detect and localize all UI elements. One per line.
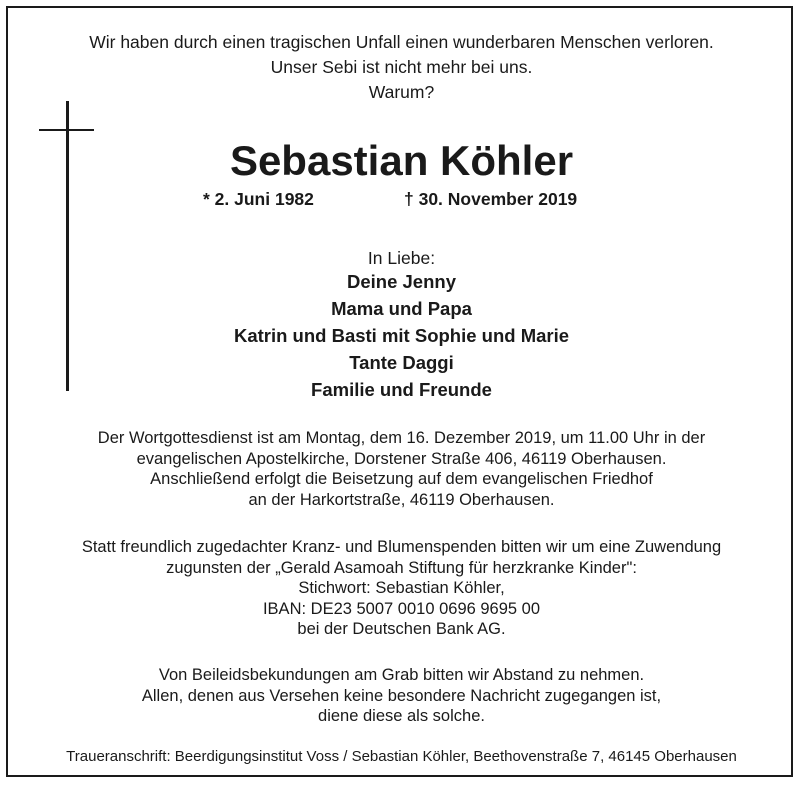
- donation-line: Stichwort: Sebastian Köhler,: [298, 579, 505, 597]
- mourners-title: In Liebe:: [367, 248, 436, 268]
- intro-line: Unser Sebi ist nicht mehr bei uns.: [270, 57, 533, 77]
- service-line: Anschließend erfolgt die Beisetzung auf dem evangelischen Friedhof: [150, 470, 653, 488]
- death-date: † 30. November 2019: [404, 189, 578, 209]
- service-line: an der Harkortstraße, 46119 Oberhausen.: [248, 490, 555, 509]
- mourner-name: Familie und Freunde: [311, 379, 492, 400]
- donation-info: [0, 537, 803, 640]
- closing-note: [0, 665, 803, 727]
- intro-text: [0, 30, 803, 105]
- donation-line: zugunsten der „Gerald Asamoah Stiftung für herzkranke Kinder":: [166, 558, 637, 577]
- intro-line: Warum?: [368, 82, 435, 102]
- mourner-name: Katrin und Basti mit Sophie und Marie: [233, 325, 570, 346]
- donation-line: Statt freundlich zugedachter Kranz- und Blumenspenden bitten wir um eine Zuwendung: [81, 538, 722, 556]
- mourning-address: Traueranschrift: Beerdigungsinstitut Voss / Sebastian Köhler, Beethovenstraße 7, 46145 Oberhausen: [66, 748, 737, 765]
- closing-line: Von Beileidsbekundungen am Grab bitten wir Abstand zu nehmen.: [158, 666, 645, 684]
- birth-date: * 2. Juni 1982: [203, 189, 314, 209]
- closing-line: diene diese als solche.: [318, 707, 485, 725]
- closing-line: Allen, denen aus Versehen keine besondere Nachricht zugegangen ist,: [141, 686, 662, 705]
- deceased-name: Sebastian Köhler: [229, 137, 574, 184]
- mourners-list: [0, 268, 803, 403]
- cross-icon-bar: [39, 129, 94, 131]
- mourner-name: Mama und Papa: [331, 298, 472, 319]
- intro-line: Wir haben durch einen tragischen Unfall einen wunderbaren Menschen verloren.: [89, 32, 714, 52]
- donation-line: bei der Deutschen Bank AG.: [297, 620, 506, 638]
- service-line: Der Wortgottesdienst ist am Montag, dem 16. Dezember 2019, um 11.00 Uhr in der: [97, 429, 706, 447]
- donation-line: IBAN: DE23 5007 0010 0696 9695 00: [262, 599, 541, 618]
- service-line: evangelischen Apostelkirche, Dorstener Straße 406, 46119 Oberhausen.: [136, 449, 667, 468]
- service-info: [0, 428, 803, 510]
- mourner-name: Deine Jenny: [347, 271, 456, 292]
- mourner-name: Tante Daggi: [349, 352, 454, 373]
